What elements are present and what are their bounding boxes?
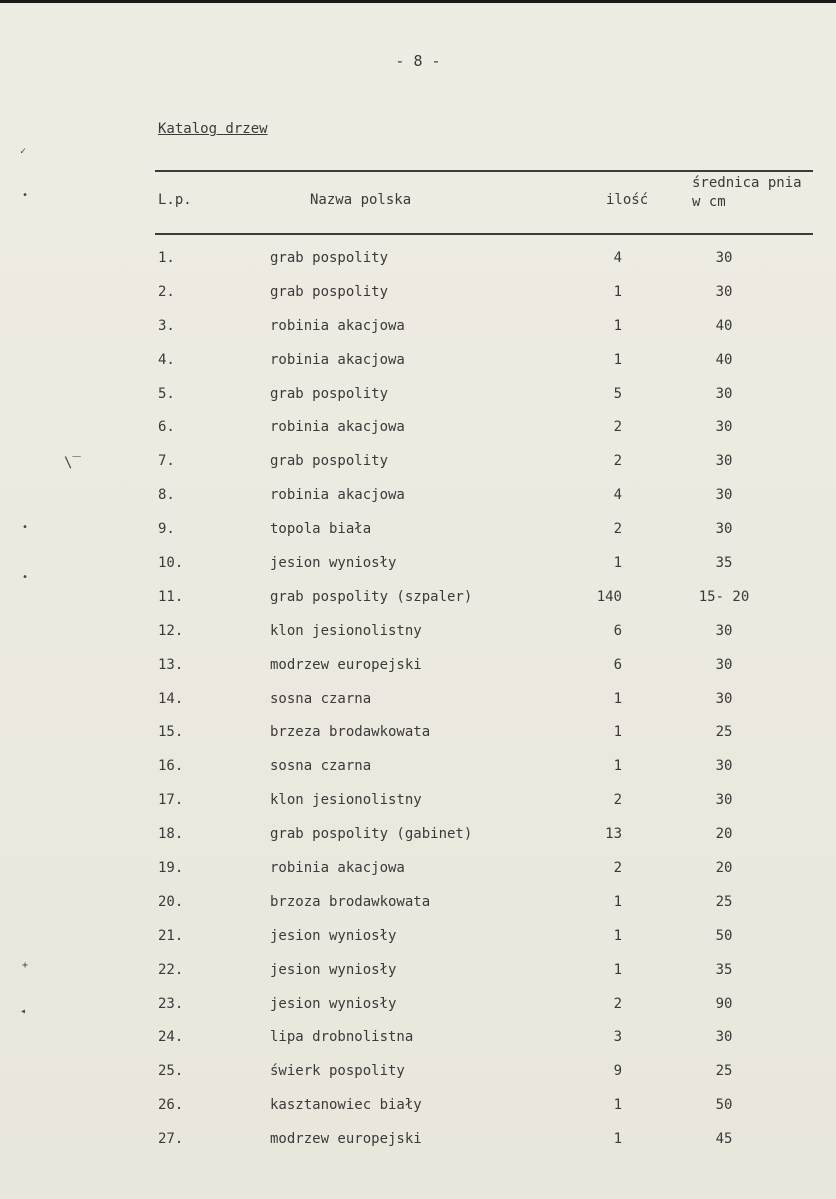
tree-quantity: 5: [613, 385, 622, 402]
table-row: [0, 1089, 836, 1123]
trunk-diameter: 30: [715, 792, 733, 809]
table-row: [0, 513, 836, 547]
trunk-diameter: 40: [715, 351, 733, 368]
trunk-diameter: 45: [715, 1131, 733, 1148]
trunk-diameter: 20: [715, 860, 733, 877]
row-number: 26.: [158, 1097, 184, 1114]
tree-quantity: 140: [596, 588, 622, 605]
tree-quantity: 1: [613, 724, 622, 741]
tree-name: brzoza brodawkowata: [270, 893, 431, 910]
table-row: [0, 954, 836, 988]
trunk-diameter: 30: [715, 656, 733, 673]
tree-name: klon jesionolistny: [270, 792, 422, 809]
tree-name: robinia akacjowa: [270, 351, 405, 368]
tree-quantity: 2: [613, 860, 622, 877]
table-row: [0, 784, 836, 818]
margin-mark: +: [22, 960, 29, 971]
page-title: Katalog drzew: [158, 121, 268, 137]
row-number: 17.: [158, 792, 184, 809]
margin-mark: ✓: [20, 146, 27, 157]
tree-quantity: 1: [613, 317, 622, 334]
tree-name: brzeza brodawkowata: [270, 724, 431, 741]
tree-quantity: 1: [613, 1131, 622, 1148]
row-number: 15.: [158, 724, 184, 741]
tree-quantity: 1: [613, 555, 622, 572]
tree-name: jesion wyniosły: [270, 555, 397, 572]
tree-quantity: 1: [613, 961, 622, 978]
tree-name: grab pospolity: [270, 250, 389, 266]
row-number: 9.: [158, 521, 175, 538]
row-number: 6.: [158, 419, 175, 436]
tree-table-body: [0, 242, 836, 1157]
trunk-diameter: 40: [715, 317, 733, 334]
tree-quantity: 4: [613, 487, 622, 504]
trunk-diameter: 25: [715, 724, 733, 741]
table-row: [0, 1021, 836, 1055]
row-number: 22.: [158, 961, 184, 978]
row-number: 11.: [158, 588, 184, 605]
tree-quantity: 1: [613, 690, 622, 707]
trunk-diameter: 30: [715, 283, 733, 300]
trunk-diameter: 30: [715, 1029, 733, 1046]
header-diameter-line1: średnica pnia: [692, 175, 802, 191]
tree-name: grab pospolity (gabinet): [270, 826, 473, 843]
tree-name: sosna czarna: [270, 758, 372, 775]
tree-quantity: 2: [613, 521, 622, 538]
row-number: 8.: [158, 487, 175, 504]
tree-name: sosna czarna: [270, 690, 372, 707]
tree-quantity: 3: [613, 1029, 622, 1046]
table-row: [0, 818, 836, 852]
tree-name: grab pospolity: [270, 453, 389, 470]
trunk-diameter: 50: [715, 927, 733, 944]
table-row: [0, 683, 836, 717]
tree-quantity: 1: [613, 283, 622, 300]
table-header-rule: [155, 233, 813, 235]
trunk-diameter: 25: [715, 893, 733, 910]
table-row: [0, 276, 836, 310]
table-row: [0, 378, 836, 412]
table-row: [0, 649, 836, 683]
tree-name: robinia akacjowa: [270, 317, 405, 334]
tree-name: robinia akacjowa: [270, 487, 405, 504]
tree-quantity: 4: [613, 250, 622, 266]
tree-name: jesion wyniosły: [270, 927, 397, 944]
header-name: Nazwa polska: [310, 192, 412, 208]
trunk-diameter: 20: [715, 826, 733, 843]
tree-name: klon jesionolistny: [270, 622, 422, 639]
row-number: 25.: [158, 1063, 184, 1080]
margin-mark: ◂: [20, 1006, 27, 1017]
table-row: [0, 1123, 836, 1157]
tree-name: jesion wyniosły: [270, 995, 397, 1012]
margin-mark: \‾: [64, 455, 81, 471]
tree-quantity: 9: [613, 1063, 622, 1080]
margin-mark: •: [22, 572, 29, 583]
tree-quantity: 6: [613, 622, 622, 639]
trunk-diameter: 30: [715, 521, 733, 538]
trunk-diameter: 30: [715, 453, 733, 470]
tree-quantity: 1: [613, 927, 622, 944]
table-row: [0, 310, 836, 344]
table-row: [0, 750, 836, 784]
margin-mark: •: [22, 190, 29, 201]
tree-quantity: 1: [613, 351, 622, 368]
header-diameter: [692, 174, 802, 212]
row-number: 18.: [158, 826, 184, 843]
table-row: [0, 1055, 836, 1089]
row-number: 4.: [158, 351, 175, 368]
row-number: 21.: [158, 927, 184, 944]
tree-name: modrzew europejski: [270, 656, 422, 673]
tree-name: robinia akacjowa: [270, 860, 405, 877]
tree-name: świerk pospolity: [270, 1063, 405, 1080]
table-row: [0, 445, 836, 479]
header-lp: L.p.: [158, 192, 192, 208]
table-row: [0, 242, 836, 276]
table-row: [0, 547, 836, 581]
trunk-diameter: 30: [715, 622, 733, 639]
tree-name: modrzew europejski: [270, 1131, 422, 1148]
tree-name: topola biała: [270, 521, 372, 538]
trunk-diameter: 30: [715, 690, 733, 707]
table-row: [0, 716, 836, 750]
tree-name: grab pospolity: [270, 283, 389, 300]
tree-name: robinia akacjowa: [270, 419, 405, 436]
tree-quantity: 2: [613, 792, 622, 809]
row-number: 19.: [158, 860, 184, 877]
trunk-diameter: 35: [715, 555, 733, 572]
tree-quantity: 2: [613, 995, 622, 1012]
row-number: 24.: [158, 1029, 184, 1046]
table-row: [0, 344, 836, 378]
row-number: 13.: [158, 656, 184, 673]
tree-quantity: 13: [605, 826, 622, 843]
tree-name: grab pospolity (szpaler): [270, 588, 473, 605]
row-number: 5.: [158, 385, 175, 402]
trunk-diameter: 30: [715, 758, 733, 775]
tree-name: grab pospolity: [270, 385, 389, 402]
table-row: [0, 615, 836, 649]
table-row: [0, 886, 836, 920]
table-row: [0, 852, 836, 886]
tree-name: kasztanowiec biały: [270, 1097, 422, 1114]
trunk-diameter: 90: [715, 995, 733, 1012]
row-number: 1.: [158, 250, 175, 266]
page-number: - 8 -: [395, 52, 441, 70]
row-number: 12.: [158, 622, 184, 639]
tree-quantity: 1: [613, 1097, 622, 1114]
trunk-diameter: 15- 20: [698, 588, 750, 605]
row-number: 10.: [158, 555, 184, 572]
tree-quantity: 2: [613, 419, 622, 436]
row-number: 3.: [158, 317, 175, 334]
trunk-diameter: 30: [715, 250, 733, 266]
trunk-diameter: 30: [715, 487, 733, 504]
trunk-diameter: 30: [715, 385, 733, 402]
scan-edge: [0, 0, 836, 3]
row-number: 7.: [158, 453, 175, 470]
table-row: [0, 479, 836, 513]
table-row: [0, 920, 836, 954]
tree-name: lipa drobnolistna: [270, 1029, 414, 1046]
table-row: [0, 988, 836, 1022]
header-diameter-line2: w cm: [692, 194, 726, 210]
tree-quantity: 1: [613, 758, 622, 775]
row-number: 16.: [158, 758, 184, 775]
tree-quantity: 2: [613, 453, 622, 470]
row-number: 14.: [158, 690, 184, 707]
trunk-diameter: 30: [715, 419, 733, 436]
margin-mark: •: [22, 522, 29, 533]
trunk-diameter: 35: [715, 961, 733, 978]
row-number: 20.: [158, 893, 184, 910]
row-number: 23.: [158, 995, 184, 1012]
table-top-rule: [155, 170, 813, 172]
table-row: [0, 581, 836, 615]
table-row: [0, 411, 836, 445]
tree-quantity: 1: [613, 893, 622, 910]
row-number: 2.: [158, 283, 175, 300]
header-qty: ilość: [606, 192, 649, 208]
tree-quantity: 6: [613, 656, 622, 673]
trunk-diameter: 50: [715, 1097, 733, 1114]
trunk-diameter: 25: [715, 1063, 733, 1080]
row-number: 27.: [158, 1131, 184, 1148]
tree-name: jesion wyniosły: [270, 961, 397, 978]
